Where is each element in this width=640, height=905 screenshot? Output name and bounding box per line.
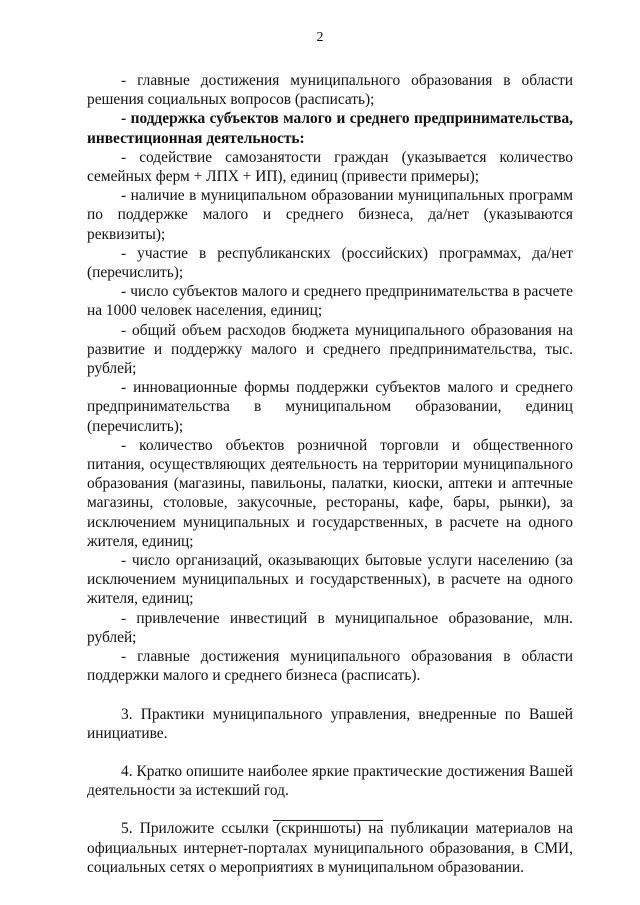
section-3-practices: 3. Практики муниципального управления, внедренные по Вашей инициативе. xyxy=(87,705,573,742)
section-4-achievements: 4. Кратко опишите наиболее яркие практические достижения Вашей деятельности за истекший год. xyxy=(87,762,573,800)
item-budget-expenses: - общий объем расходов бюджета муниципального образования на развитие и поддержку малого и среднего предпринимательства, тыс. рублей; xyxy=(87,321,573,378)
spacer xyxy=(87,800,573,819)
section-heading-sme-support: - поддержка субъектов малого и среднего предпринимательства, инвестиционная деятельность: xyxy=(87,110,573,147)
spacer xyxy=(87,743,573,762)
spacer xyxy=(87,686,573,705)
item-self-employment: - содействие самозанятости граждан (указывается количество семейных ферм + ЛПХ + ИП), единиц (привести примеры); xyxy=(87,148,573,186)
item-social-achievements: - главные достижения муниципального образования в области решения социальных вопросов (расписать); xyxy=(87,72,573,109)
closing-divider-line xyxy=(273,820,383,821)
item-innovative-support: - инновационные формы поддержки субъектов малого и среднего предпринимательства в муниципальном образовании, единиц (перечислить); xyxy=(87,379,573,435)
item-republic-programs: - участие в республиканских (российских) программах, да/нет (перечислить); xyxy=(87,244,573,282)
item-sme-achievements: - главные достижения муниципального образования в области поддержки малого и среднего бизнеса (расписать). xyxy=(87,648,573,685)
item-investments: - привлечение инвестиций в муниципальное образование, млн. рублей; xyxy=(87,609,573,646)
item-consumer-services: - число организаций, оказывающих бытовые услуги населению (за исключением муниципальных и государственных), в расчете на одного жителя, единиц; xyxy=(87,552,573,608)
item-municipal-programs: - наличие в муниципальном образовании муниципальных программ по поддержке малого и среднего бизнеса, да/нет (указываются реквизиты); xyxy=(87,187,573,243)
document-body xyxy=(87,71,573,877)
item-retail-objects: - количество объектов розничной торговли и общественного питания, осуществляющих деятельность на территории муниципального образования (магазины, павильоны, палатки, киоски, аптеки и аптечные магазины, столовые, закусочные, рестораны, кафе, бары, рынки), за исключением муниципальных и государственных, в расчете на одного жителя, единиц; xyxy=(87,436,573,550)
item-sme-per-1000: - число субъектов малого и среднего предпринимательства в расчете на 1000 человек населения, единиц; xyxy=(87,283,573,320)
page-number: 2 xyxy=(316,30,324,45)
section-5-links: 5. Приложите ссылки (скриншоты) на публикации материалов на официальных интернет-порталах муниципального образования, в СМИ, социальных сетях о мероприятиях в муниципальном образовании. xyxy=(87,820,573,876)
